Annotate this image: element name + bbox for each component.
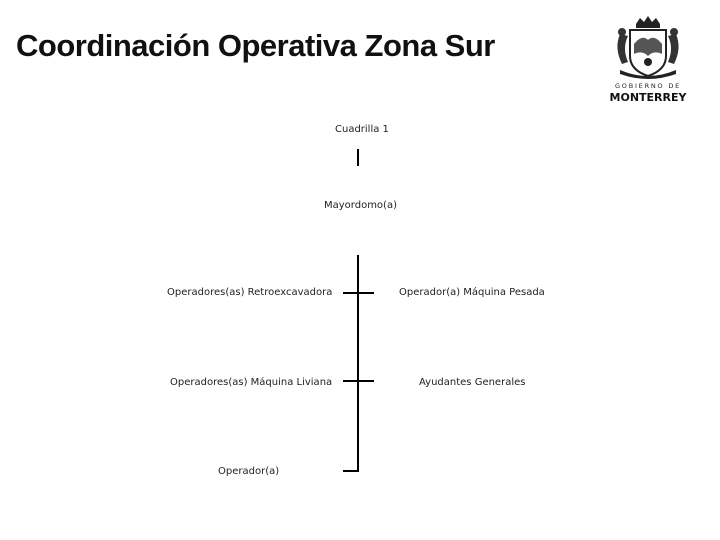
connector-row-2 bbox=[343, 380, 374, 382]
coat-of-arms-icon bbox=[606, 14, 690, 82]
logo-text-gobierno: GOBIERNO DE bbox=[614, 82, 682, 90]
node-retroexcavadora: Operadores(as) Retroexcavadora bbox=[167, 287, 333, 298]
connector-row-3 bbox=[343, 470, 359, 472]
connector-cuadrilla-mayordomo bbox=[357, 149, 359, 166]
node-ayudantes: Ayudantes Generales bbox=[419, 377, 526, 388]
monterrey-logo bbox=[606, 14, 690, 106]
node-mayordomo: Mayordomo(a) bbox=[324, 200, 397, 211]
node-cuadrilla: Cuadrilla 1 bbox=[335, 124, 389, 135]
node-operador: Operador(a) bbox=[218, 466, 280, 477]
node-maquina-liviana: Operadores(as) Máquina Liviana bbox=[170, 377, 333, 388]
connector-row-1 bbox=[343, 292, 374, 294]
logo-text-monterrey: MONTERREY bbox=[609, 91, 687, 104]
node-maquina-pesada: Operador(a) Máquina Pesada bbox=[399, 287, 545, 298]
connector-main-vertical bbox=[357, 255, 359, 472]
page-title: Coordinación Operativa Zona Sur bbox=[16, 28, 495, 63]
